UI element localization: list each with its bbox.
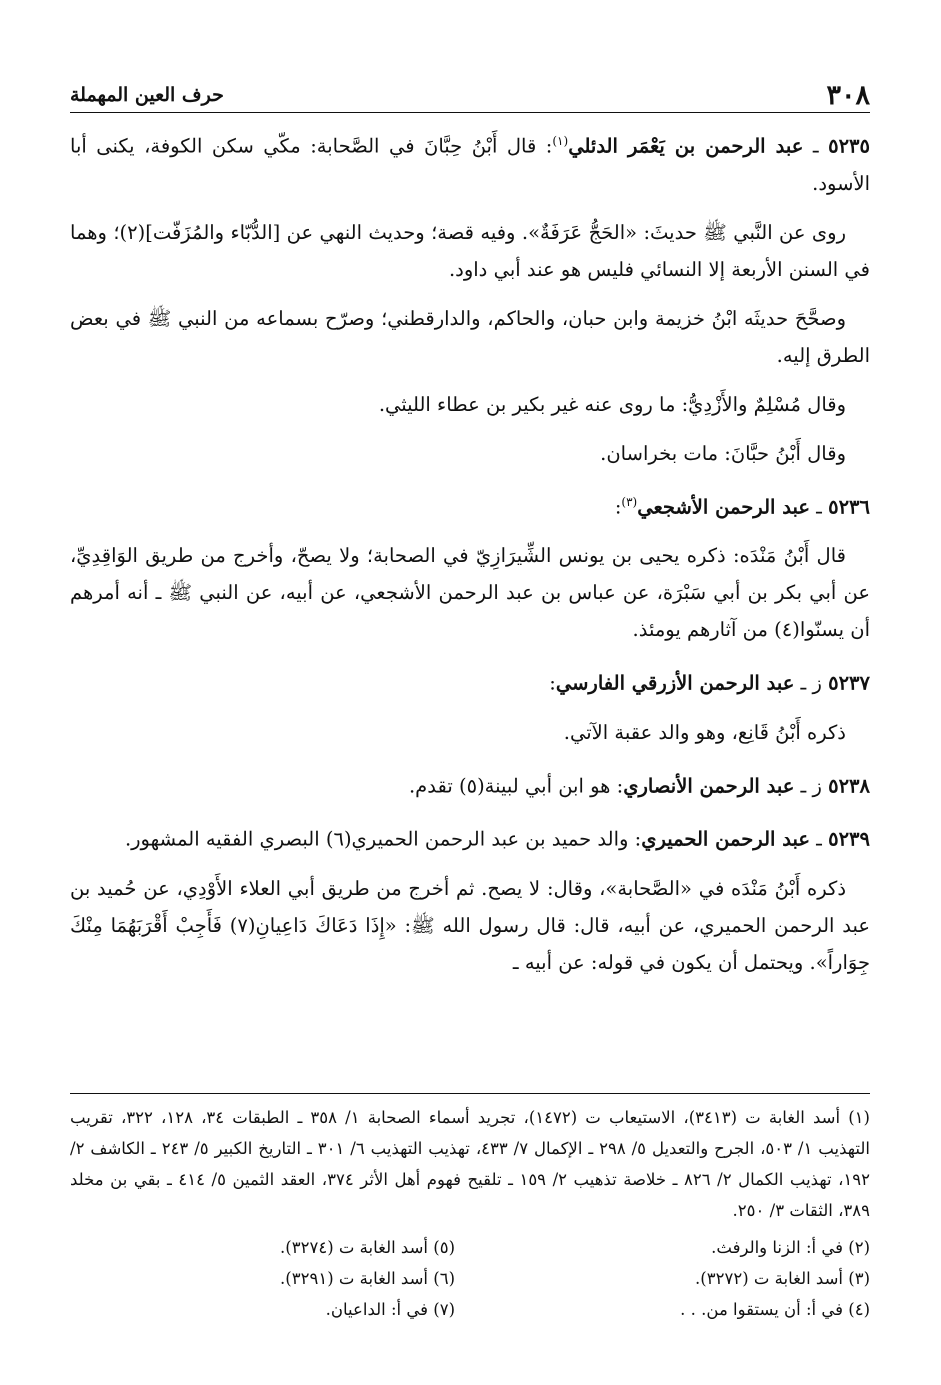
entry-number: ٥٢٣٧ — [828, 671, 870, 695]
entry-number: ٥٢٣٨ — [828, 774, 870, 797]
entry-text: : قال أَبْنُ حِبَّانَ في الصَّحابة: مكّي سكن الكوفة، يكنى أبا الأسود. — [70, 134, 870, 195]
entry-paragraph: قال أَبْنُ مَنْدَه: ذكره يحيى بن يونس الشِّيرَازِيّ في الصحابة؛ ولا يصحّ، وأخرج من طريق الوَاقِدِيِّ، عن أبي بكر بن أبي سَبْرَة، عن عباس بن عبد الرحمن الأشجعي، عن أبيه، عن النبي ﷺ ـ أنه أمرهم أن يسنّوا(٤) من آثارهم يومئذ. — [70, 544, 870, 641]
entry-separator: ز ـ — [794, 774, 829, 797]
entry-paragraph: وقال مُسْلِمٌ والأَزْدِيُّ: ما روى عنه غير بكير بن عطاء الليثي. — [378, 392, 846, 416]
footnote-ref: (٣) — [621, 494, 638, 509]
entry-number: ٥٢٣٦ — [828, 495, 870, 518]
entry-text: : هو ابن أبي لبينة(٥) تقدم. — [408, 774, 624, 797]
entry-paragraph: ذكره أَبْنُ قَانِع، وهو والد عقبة الآتي. — [563, 720, 846, 744]
footnote-7: (٧) في أ: الداعيان. — [325, 1300, 455, 1319]
page — [70, 78, 870, 993]
footnotes — [70, 1093, 870, 1325]
entry-separator: ز ـ — [794, 671, 829, 695]
entry-paragraph: وقال أَبْنُ حبَّانَ: مات بخراسان. — [600, 441, 846, 465]
footnote-3: (٣) أسد الغابة ت (٣٢٧٢). — [695, 1269, 870, 1288]
entry-heading — [70, 763, 870, 805]
entry-number: ٥٢٣٩ — [828, 827, 870, 851]
footnote-5: (٥) أسد الغابة ت (٣٢٧٤). — [280, 1238, 455, 1257]
entry-paragraph: ذكره أَبْنُ مَنْدَه في «الصَّحابة»، وقال: لا يصح. ثم أخرج من طريق أبي العلاء الأَوْدِي، عن حُميد بن عبد الرحمن الحميري، عن أبيه، قال: قال رسول الله ﷺ: «إِذَا دَعَاكَ دَاعِيانِ(٧) فَأَجِبْ أَقْرَبَهُمَا مِنْكَ جِوَاراً». ويحتمل أن يكون في قوله: عن أبيه ـ — [70, 876, 870, 974]
entry-text: : — [614, 495, 622, 518]
entry-paragraph: روى عن النَّبي ﷺ حديثَ: «الحَجُّ عَرَفَةٌ». وفيه قصة؛ وحديث النهي عن [الدُّبّاء والمُزَفّت](٢)؛ وهما في السنن الأربعة إلا النسائي فليس هو عند أبي داود. — [70, 220, 870, 281]
entry-text: : — [549, 671, 556, 695]
footnote-1: (١) أسد الغابة ت (٣٤١٣)، الاستيعاب ت (١٤٧٢)، تجريد أسماء الصحابة ١/ ٣٥٨ ـ الطبقات ٣٤، ١٢٨، ٣٢٢، تقريب التهذيب ١/ ٥٠٣، الجرح والتعديل ٥/ ٢٩٨ ـ الإكمال ٧/ ٤٣٣، تهذيب التهذيب ٦/ ٣٠١ ـ التاريخ الكبير ٥/ ٢٤٣ ـ الكاشف ٢/ ١٩٢، تهذيب الكمال ٢/ ٨٢٦ ـ خلاصة تذهيب ٢/ ١٥٩ ـ تلقيح فهوم أهل الأثر ٣٧٤، العقد الثمين ٥/ ٤١٤ ـ بقي بن مخلد ٣٨٩، الثقات ٣/ ٢٥٠. — [70, 1108, 870, 1220]
entry-heading — [70, 484, 870, 526]
footnote-grid — [70, 1232, 870, 1325]
page-header — [70, 78, 870, 113]
footnote-6: (٦) أسد الغابة ت (٣٢٩١). — [280, 1269, 455, 1288]
entry-separator: ـ — [809, 827, 829, 851]
entry-name: عبد الرحمن الأزرقي الفارسي — [555, 671, 795, 695]
body-text — [70, 123, 870, 981]
entry-separator: ـ — [809, 495, 829, 518]
footnote-4: (٤) في أ: أن يستقوا من. . . — [680, 1300, 870, 1319]
entry-heading — [70, 816, 870, 858]
footnote-ref: (١) — [552, 134, 569, 148]
footnote-2: (٢) في أ: الزنا والرفث. — [711, 1238, 870, 1257]
entry-name: عبد الرحمن بن يَعْمَر الدئلي — [568, 134, 804, 158]
entry-text: : والد حميد بن عبد الرحمن الحميري(٦) البصري الفقيه المشهور. — [124, 827, 642, 851]
entry-separator: ـ — [803, 134, 829, 158]
entry-name: عبد الرحمن الأشجعي — [637, 495, 810, 518]
entry-name: عبد الرحمن الأنصاري — [623, 774, 795, 797]
entry-name: عبد الرحمن الحميري — [641, 827, 810, 851]
entry-heading — [70, 660, 870, 702]
running-title: حرف العين المهملة — [70, 84, 224, 106]
entry-heading — [70, 123, 870, 202]
entry-number: ٥٢٣٥ — [828, 134, 870, 158]
page-number: ٣٠٨ — [826, 80, 870, 111]
entry-paragraph: وصحَّحَ حديثَه ابْنُ خزيمة وابن حبان، والحاكم، والدارقطني؛ وصرّح بسماعه من النبي ﷺ في بعض الطرق إليه. — [70, 306, 870, 367]
